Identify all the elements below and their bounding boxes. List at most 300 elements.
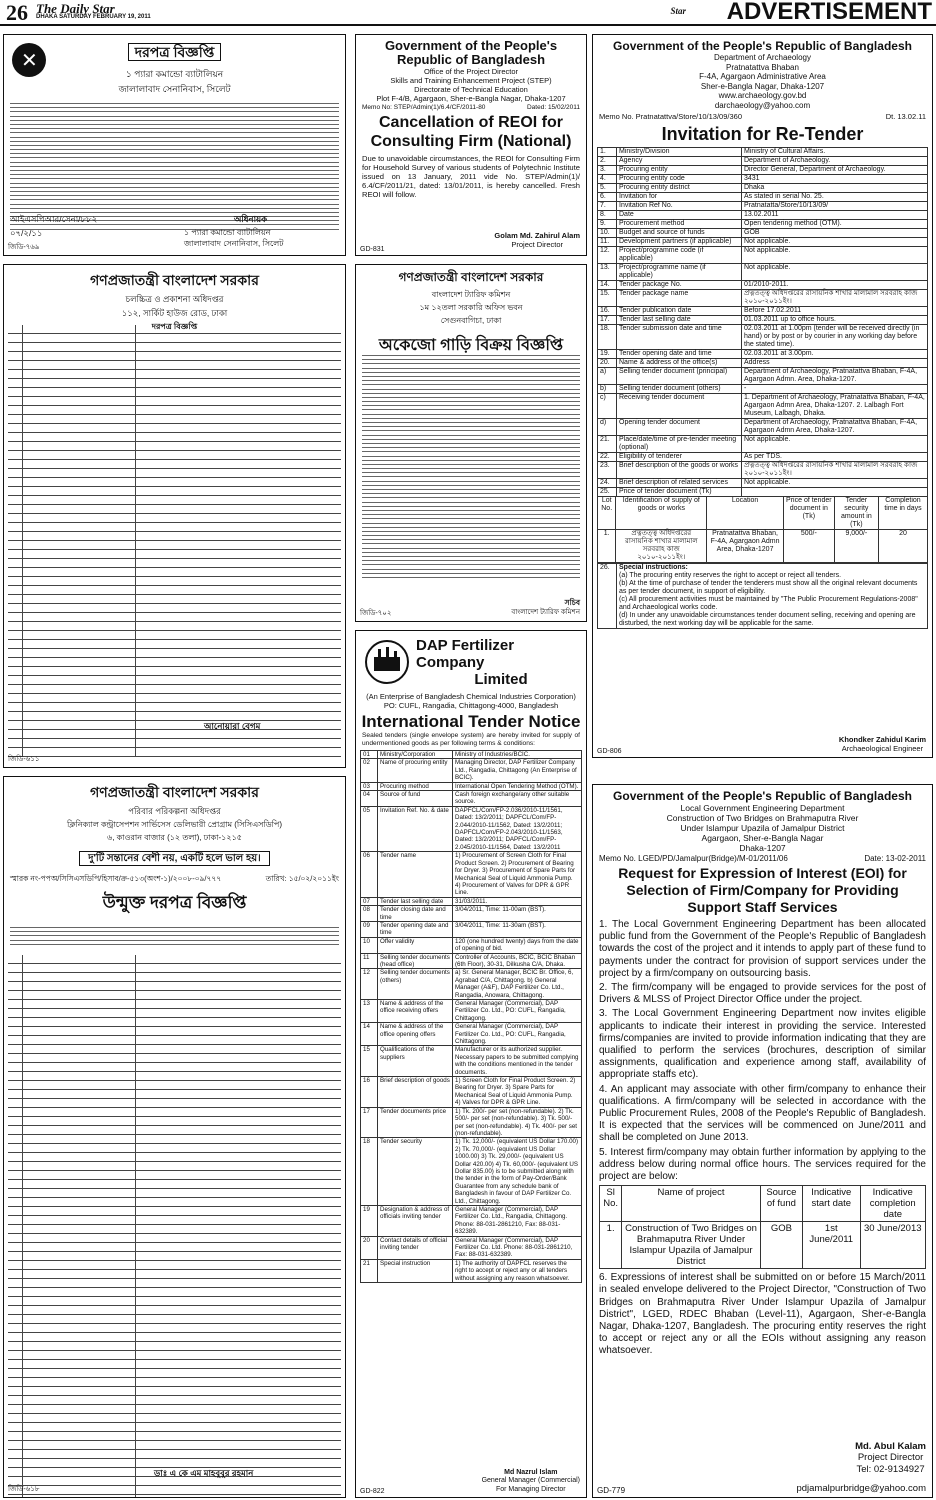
ad-step-cancellation xyxy=(355,34,587,256)
table-row xyxy=(8,964,341,973)
table-row xyxy=(8,1207,341,1216)
table-row xyxy=(598,238,928,247)
row-value: - xyxy=(742,385,928,394)
ad-signer: আনোয়ারা বেগম xyxy=(204,721,261,731)
row-value: General Manager (Commercial), DAP Fertilizer Co. Ltd., PO: CUFL, Rangadia, Chittagong. xyxy=(453,1023,582,1046)
table-row xyxy=(8,1045,341,1054)
tender-table xyxy=(597,147,928,497)
table-row xyxy=(8,685,341,694)
row-label: Tender last selling date xyxy=(617,316,742,325)
table-row xyxy=(598,350,928,359)
row-value: Controller of Accounts, BCIC, BCIC Bhaban (6th Floor), 30-31, Dilkusha C/A, Dhaka. xyxy=(453,953,582,969)
table-row xyxy=(8,325,341,334)
company-name: Limited xyxy=(474,671,528,688)
row-label: Date xyxy=(617,211,742,220)
row-value: Not applicable. xyxy=(742,264,928,281)
table-row xyxy=(8,1036,341,1045)
table-row xyxy=(598,193,928,202)
ad-title: গণপ্রজাতন্ত্রী বাংলাদেশ সরকার xyxy=(90,784,259,800)
row-value: 1) Tk. 200/- per set (non-refundable). 2) Tk. 500/- per set (non-refundable). 3) Tk. 500/- per set (non-refundable). 4) Tk. 400/- per set (non-refundable). xyxy=(453,1107,582,1138)
lot-cell: Pratnatattva Bhaban, F-4A, Agargaon Admn Area, Dhaka-1207 xyxy=(707,530,784,563)
table-row xyxy=(8,1234,341,1243)
ad-signer: Md. Abul Kalam xyxy=(855,1440,926,1452)
special-instructions xyxy=(597,563,928,629)
table-row xyxy=(8,1108,341,1117)
table-row xyxy=(598,479,928,488)
table-row xyxy=(8,739,341,748)
eoi-cell: 30 June/2013 xyxy=(860,1222,926,1269)
row-label: Selling tender documents (head office) xyxy=(378,953,453,969)
ad-heading: অকেজো গাড়ি বিক্রয় বিজ্ঞপ্তি xyxy=(378,337,564,354)
lot-table xyxy=(597,496,928,563)
table-row xyxy=(8,334,341,343)
table-row xyxy=(598,202,928,211)
row-value: Not applicable. xyxy=(742,479,928,488)
gd-number: GD-806 xyxy=(597,748,622,755)
row-label: Tender publication date xyxy=(617,307,742,316)
row-number: 17 xyxy=(361,1107,378,1138)
row-number: 14 xyxy=(361,1023,378,1046)
ad-bangla-tender-2 xyxy=(3,776,346,1498)
table-row xyxy=(8,370,341,379)
table-row xyxy=(8,451,341,460)
table-row xyxy=(8,1351,341,1360)
row-label: Tender last selling date xyxy=(378,897,453,905)
ad-email: pdjamalpurbridge@yahoo.com xyxy=(796,1483,926,1494)
table-row xyxy=(8,613,341,622)
row-value: International Open Tendering Method (OTM). xyxy=(453,782,582,790)
gd-number: GD-779 xyxy=(597,1486,626,1495)
table-row xyxy=(598,419,928,436)
ad-heading: দরপত্র বিজ্ঞপ্তি xyxy=(151,322,198,331)
row-value: 1) Screen Cloth for Final Product Screen. 2) Bearing for Dryer. 3) Spare Parts for Mechanical Seal of Liquid Ammonia Pump. 4) Valves for DPR & GPR Line. xyxy=(453,1077,582,1108)
ad-website: www.archaeology.gov.bd xyxy=(718,91,807,100)
row-number: 08 xyxy=(361,906,378,922)
table-row xyxy=(8,1216,341,1225)
table-row xyxy=(598,211,928,220)
table-row xyxy=(8,442,341,451)
table-row xyxy=(8,1189,341,1198)
table-row xyxy=(8,1171,341,1180)
section-title: ADVERTISEMENT xyxy=(726,0,932,25)
table-row xyxy=(361,1000,582,1023)
table-row xyxy=(8,424,341,433)
eoi-header: Indicative start date xyxy=(803,1186,860,1222)
table-row xyxy=(361,1046,582,1077)
memo-date: তারিখ: ১৫/০২/২০১১ইং xyxy=(265,874,339,883)
table-row xyxy=(8,577,341,586)
ad-signer: ডাঃ এ কে এম মাহবুবুর রহমান xyxy=(154,1468,254,1478)
table-row xyxy=(598,175,928,184)
ad-signer-role: Project Director xyxy=(511,240,564,249)
table-row xyxy=(361,1023,582,1046)
table-row xyxy=(361,1259,582,1282)
table-row xyxy=(598,453,928,462)
ad-address: F-4A, Agargaon Administrative Area xyxy=(699,72,826,81)
table-row xyxy=(598,229,928,238)
row-value: 01.03.2011 up to office hours. xyxy=(742,316,928,325)
table-row xyxy=(8,1162,341,1171)
ad-address: Sher-e-Bangla Nagar, Dhaka-1207 xyxy=(700,81,825,91)
table-row xyxy=(8,1144,341,1153)
ad-signer: Golam Md. Zahirul Alam xyxy=(494,231,580,240)
row-number: 11 xyxy=(361,953,378,969)
row-label: Invitation for xyxy=(617,193,742,202)
row-number: 12 xyxy=(361,969,378,1000)
table-row xyxy=(8,1279,341,1288)
ad-heading: Consulting Firm (National) xyxy=(370,133,572,150)
table-row xyxy=(8,1450,341,1459)
ad-email: darchaeology@yahoo.com xyxy=(714,100,811,110)
row-value: 3431 xyxy=(742,175,928,184)
row-number: 24. xyxy=(598,479,617,488)
table-row xyxy=(598,220,928,229)
row-label: Tender submission date and time xyxy=(617,325,742,350)
row-label: Name & address of the office receiving offers xyxy=(378,1000,453,1023)
row-value: 01/2010-2011. xyxy=(742,281,928,290)
table-row xyxy=(361,921,582,937)
eoi-header: Indicative completion date xyxy=(860,1186,926,1222)
table-row xyxy=(598,385,928,394)
table-row xyxy=(361,1236,582,1259)
row-label: Agency xyxy=(617,157,742,166)
company-name: DAP Fertilizer Company xyxy=(416,637,515,671)
dateline: DHAKA SATURDAY FEBRUARY 19, 2011 xyxy=(36,14,151,20)
ad-date: ০৭/২/১১ xyxy=(10,228,43,238)
table-row xyxy=(8,1261,341,1270)
table-row xyxy=(8,982,341,991)
row-label: Ministry/Division xyxy=(617,148,742,157)
ad-sub: পরিবার পরিকল্পনা অধিদপ্তর xyxy=(128,806,221,816)
ad-heading: উন্মুক্ত দরপত্র বিজ্ঞপ্তি xyxy=(102,893,247,912)
gd-number: জিডি-৬১১ xyxy=(8,756,40,763)
row-number: 21. xyxy=(598,436,617,453)
row-value: 1. Department of Archaeology, Pratnatattva Bhaban, F-4A, Agargaon Admn Area, Dhaka-1207. 2. Lalbagh Fort Museum, Lalbagh, Dhaka. xyxy=(742,394,928,419)
eoi-para: 1. The Local Government Engineering Department has been allocated public fund from the Government of the People's Republic of Bangladesh towards the cost of the project and it intends to apply part of these fund to payments under the contract for provision of support services under the project by a firm/company on outsourcing basis. xyxy=(599,919,926,979)
ad-intro: Sealed tenders (single envelope system) are hereby invited for supply of undermentioned goods as per following terms & conditions: xyxy=(362,732,580,747)
table-row xyxy=(8,379,341,388)
table-row xyxy=(8,541,341,550)
tender-table xyxy=(360,750,582,1283)
ad-title: Government of the People's Republic of Bangladesh xyxy=(613,39,912,53)
row-label: Budget and source of funds xyxy=(617,229,742,238)
row-label: Offer validity xyxy=(378,937,453,953)
ad-sub: চলচ্চিত্র ও প্রকাশনা অধিদপ্তর xyxy=(125,294,224,304)
table-row xyxy=(8,505,341,514)
ad-title: গণপ্রজাতন্ত্রী বাংলাদেশ সরকার xyxy=(398,270,544,284)
table-row xyxy=(8,1243,341,1252)
gd-number: জিডি-৭০২ xyxy=(360,610,392,617)
row-label: Brief description of the goods or works xyxy=(617,462,742,479)
row-label: Project/programme name (if applicable) xyxy=(617,264,742,281)
ad-signer-role: Archaeological Engineer xyxy=(841,744,924,753)
table-row xyxy=(8,1441,341,1450)
table-row xyxy=(8,415,341,424)
dap-logo-icon xyxy=(362,639,412,685)
row-label: Price of tender document (Tk) xyxy=(617,488,742,497)
table-row xyxy=(598,166,928,175)
row-number: 15 xyxy=(361,1046,378,1077)
row-number: 13. xyxy=(598,264,617,281)
table-row xyxy=(8,388,341,397)
table-row xyxy=(8,1342,341,1351)
row-label: Selling tender documents (others) xyxy=(378,969,453,1000)
table-row xyxy=(598,488,928,497)
table-row xyxy=(8,1027,341,1036)
table-row xyxy=(361,953,582,969)
ad-address: Directorate of Technical Education xyxy=(414,85,528,94)
memo-no: Memo No. Pratnatattva/Store/10/13/09/360 xyxy=(599,112,743,121)
table-row xyxy=(361,1107,582,1138)
table-row xyxy=(8,406,341,415)
army-emblem-icon xyxy=(12,43,46,77)
row-number: 12. xyxy=(598,247,617,264)
lot-cell: 9,000/- xyxy=(834,530,878,563)
eoi-cell: 1st June/2011 xyxy=(803,1222,860,1269)
row-value: Cash foreign exchange/any other suitable source. xyxy=(453,791,582,807)
row-number: 03 xyxy=(361,782,378,790)
eoi-para: 4. An applicant may associate with other firm/company to enhance their qualifications. A firm/company will be selected in accordance with the Public Procurement Rules, 2008 of the People's Republic of Bangladesh. It is expected that the services will be commenced on June/2011 and shall be completed on June 2013. xyxy=(599,1083,926,1144)
row-label: Opening tender document xyxy=(617,419,742,436)
ad-signer: Md Nazrul Islam xyxy=(504,1468,558,1476)
eoi-cell: GOB xyxy=(760,1222,802,1269)
table-row xyxy=(8,1360,341,1369)
row-label: Tender name xyxy=(378,852,453,897)
star-logo: Star xyxy=(670,6,686,16)
ad-signer: অধিনায়ক xyxy=(234,214,268,224)
row-number: 8. xyxy=(598,211,617,220)
row-number: 1. xyxy=(598,148,617,157)
special-item: (a) The procuring entity reserves the right to accept or reject all tenders. xyxy=(619,571,842,579)
ad-unit: ১ প্যারা কমান্ডো ব্যাটালিয়ন xyxy=(125,69,224,79)
row-value: 02.03.2011 at 1.00pm (tender will be received directly (in hand) or by post or by courier in any working day before the stated time). xyxy=(742,325,928,350)
table-row xyxy=(8,1378,341,1387)
ad-ref: আইএসপিআর/সেনা/৮৮২ xyxy=(10,214,98,224)
table-row xyxy=(598,359,928,368)
row-number: 02 xyxy=(361,759,378,782)
ad-sub: ৬, কাওরান বাজার (১২ তলা), ঢাকা-১২১৫ xyxy=(107,833,242,842)
table-row xyxy=(598,436,928,453)
row-label: Special instruction xyxy=(378,1259,453,1282)
row-number: 9. xyxy=(598,220,617,229)
row-label: Tender security xyxy=(378,1138,453,1206)
ad-address: Local Government Engineering Department xyxy=(680,803,845,813)
row-number: 07 xyxy=(361,897,378,905)
row-value: Before 17.02.2011 xyxy=(742,307,928,316)
row-value: Department of Archaeology, Pratnatattva Bhaban, F-4A, Agargaon Admn Area, Dhaka-1207. xyxy=(742,419,928,436)
row-number: 16 xyxy=(361,1077,378,1108)
row-value: 1) The authority of DAPFCL reserves the right to accept or reject any or all tenders without assigning any reason whatsoever. xyxy=(453,1259,582,1282)
table-row xyxy=(8,1387,341,1396)
table-row xyxy=(598,184,928,193)
table-row xyxy=(598,316,928,325)
eoi-cell: 1. xyxy=(600,1222,622,1269)
table-row xyxy=(361,906,582,922)
eoi-para: 3. The Local Government Engineering Department now invites eligible applicants to indicate their interest in providing the service. Interested firms/companies are invited to provide information indicating that they are qualified to perform the services (brochures, description of similar assignments, qualification and experience among staff, availability of appropriate staffs etc). xyxy=(599,1008,926,1081)
table-row xyxy=(8,721,341,730)
row-value: Address xyxy=(742,359,928,368)
table-row xyxy=(8,595,341,604)
table-row xyxy=(8,1297,341,1306)
slogan-banner: দু'টি সন্তানের বেশী নয়, একটি হলে ভাল হয়। xyxy=(79,851,269,866)
row-label: Development partners (if applicable) xyxy=(617,238,742,247)
ad-address: Under Islampur Upazila of Jamalpur District xyxy=(680,823,845,833)
table-row xyxy=(8,559,341,568)
ad-sub: বাংলাদেশ ট্যারিফ কমিশন xyxy=(431,290,511,299)
lot-cell: 20 xyxy=(879,530,928,563)
ad-tariff-vehicle-sale xyxy=(355,264,587,622)
eoi-cell: Construction of Two Bridges on Brahmaputra River Under Islampur Upazila of Jamalpur District xyxy=(622,1222,760,1269)
row-label: Procurement method xyxy=(617,220,742,229)
table-row xyxy=(8,1432,341,1441)
row-value: 1) Tk. 12,000/- (equivalent US Dollar 170.00) 2) Tk. 70,000/- (equivalent US Dollar 1000.00) 3) Tk. 29,000/- (equivalent US Dollar 420.00) 4) Tk. 60,000/- (equivalent US Dollar 835.00) is to be submitted along with the tender in the form of Pay-Order/Bank Guarantee from any schedule bank of Bangladesh in favour of DAP Fertilizer Co. Ltd., Chittagong. xyxy=(453,1138,582,1206)
ad-heading: International Tender Notice xyxy=(361,712,581,731)
row-label: Procuring entity xyxy=(617,166,742,175)
row-value: Not applicable. xyxy=(742,247,928,264)
row-label: Tender opening date and time xyxy=(378,921,453,937)
row-number: 15. xyxy=(598,290,617,307)
table-row xyxy=(361,1077,582,1108)
table-row xyxy=(8,658,341,667)
row-value: Director General, Department of Archaeology. xyxy=(742,166,928,175)
table-row xyxy=(8,703,341,712)
ad-address: Agargaon, Sher-e-Bangla Nagar xyxy=(701,833,824,843)
row-value: General Manager (Commercial), DAP Fertilizer Co. Ltd., Rangadia, Chittagong. Phone: 88-031-2861210, Fax: 88-031-632389. xyxy=(453,1205,582,1236)
row-number: 11. xyxy=(598,238,617,247)
row-value: General Manager (Commercial), DAP Fertilizer Co. Ltd. Phone: 88-031-2861210, Fax: 88-031-632389. xyxy=(453,1236,582,1259)
table-row xyxy=(8,433,341,442)
row-label: Source of fund xyxy=(378,791,453,807)
gd-number: জিডি-৬১৮ xyxy=(8,1486,40,1493)
table-row xyxy=(8,730,341,739)
row-label: Procuring entity district xyxy=(617,184,742,193)
table-row xyxy=(598,264,928,281)
row-value: a) Sr. General Manager, BCIC Br. Office, 6, Agrabad C/A, Chittagong. b) General Manager (A&F), DAP Fertilizer Co. Ltd., Rangadia, Anowara, Chittagong. xyxy=(453,969,582,1000)
table-row xyxy=(8,343,341,352)
row-label: Selling tender document (others) xyxy=(617,385,742,394)
table-row xyxy=(8,478,341,487)
table-row xyxy=(8,1198,341,1207)
row-value: Manufacturer or its authorized supplier. Necessary papers to be submitted complying with the conditions mentioned in the tender documents. xyxy=(453,1046,582,1077)
table-row xyxy=(8,469,341,478)
table-row xyxy=(598,394,928,419)
memo-date: Dated: 15/02/2011 xyxy=(526,104,580,111)
row-value xyxy=(742,488,928,497)
ad-signer: Khondker Zahidul Karim xyxy=(838,735,926,744)
row-label: Tender closing date and time xyxy=(378,906,453,922)
row-label: Receiving tender document xyxy=(617,394,742,419)
table-row xyxy=(361,806,582,851)
row-number: 10. xyxy=(598,229,617,238)
table-row xyxy=(361,782,582,790)
table-row xyxy=(8,1009,341,1018)
table-row xyxy=(8,1324,341,1333)
ad-lged-eoi xyxy=(592,784,933,1498)
table-row xyxy=(361,1205,582,1236)
table-row xyxy=(8,1126,341,1135)
table-row xyxy=(8,676,341,685)
ad-signer-role: For Managing Director xyxy=(495,1485,566,1493)
ad-body: Due to unavoidable circumstances, the REOI for Consulting Firm for Household Survey of various students of Polytechnic Institute issued on 13 January, 2011 vide No. STEP/Admin(1)/ 6.4/CF/2011/21, dated: 13/01/2011, is hereby cancelled. Fresh REOI will follow. xyxy=(362,154,580,199)
ad-signer-place: জালালাবাদ সেনানিবাস, সিলেট xyxy=(184,239,284,248)
memo-date: Date: 13-02-2011 xyxy=(864,854,926,863)
table-row xyxy=(8,955,341,964)
company-address: PO: CUFL, Rangadia, Chittagong-4000, Bangladesh xyxy=(383,701,559,710)
table-row xyxy=(8,487,341,496)
table-row xyxy=(8,1396,341,1405)
row-number: 19 xyxy=(361,1205,378,1236)
row-number: 20 xyxy=(361,1236,378,1259)
row-number: 17. xyxy=(598,316,617,325)
row-number: 18. xyxy=(598,325,617,350)
table-row xyxy=(361,759,582,782)
row-number: 6. xyxy=(598,193,617,202)
table-row xyxy=(8,1306,341,1315)
row-number: 09 xyxy=(361,921,378,937)
row-number: 22. xyxy=(598,453,617,462)
row-label: Ministry/Corporation xyxy=(378,751,453,759)
table-row xyxy=(598,368,928,385)
table-row xyxy=(8,1063,341,1072)
row-number: 19. xyxy=(598,350,617,359)
table-row xyxy=(8,991,341,1000)
ad-address: Pratnatattva Bhaban xyxy=(726,62,799,72)
table-row xyxy=(8,514,341,523)
ad-place: জালালাবাদ সেনানিবাস, সিলেট xyxy=(118,84,231,94)
ad-title: Government of the People's Republic of Bangladesh xyxy=(613,789,912,803)
row-number: 21 xyxy=(361,1259,378,1282)
table-row xyxy=(8,694,341,703)
row-label: Invitation Ref No. xyxy=(617,202,742,211)
gd-number: GD-822 xyxy=(360,1488,385,1495)
row-number: 18 xyxy=(361,1138,378,1206)
table-row xyxy=(598,247,928,264)
lot-cell: প্রত্নতত্ত্ব অধিদপ্তরের রাসায়নিক শাখার মালামাল সরবরাহ কাজ ২০১০-২০১১ইং। xyxy=(616,530,707,563)
memo-no: Memo No. LGED/PD/Jamalpur(Bridge)/M-01/2011/06 xyxy=(599,854,788,863)
ad-archaeology-retender xyxy=(592,34,933,758)
table-row xyxy=(361,897,582,905)
table-row xyxy=(8,1054,341,1063)
special-title: Special instructions: xyxy=(619,563,688,571)
row-value: 1) Procurement of Screen Cloth for Final Product Screen. 2) Procurement of Bearing for Dryer. 3) Procurement of Spare Parts for Mechanical Seal of Liquid Ammonia Pump. 4) Procurement of Valves for DPR & GPR Line. xyxy=(453,852,582,897)
ad-title: গণপ্রজাতন্ত্রী বাংলাদেশ সরকার xyxy=(90,272,259,288)
company-sub: (An Enterprise of Bangladesh Chemical Industries Corporation) xyxy=(366,692,576,701)
table-row xyxy=(8,1495,341,1498)
row-number: c) xyxy=(598,394,617,419)
table-row xyxy=(8,460,341,469)
ad-sub: ১১২, সার্কিট হাউজ রোড, ঢাকা xyxy=(121,308,228,318)
row-value: As per TDS. xyxy=(742,453,928,462)
ad-sub: ক্লিনিক্যাল কন্ট্রাসেপশন সার্ভিসেস ডেলিভারী প্রোগ্রাম (সিসিএসডিপি) xyxy=(66,820,283,829)
table-row xyxy=(361,791,582,807)
table-row xyxy=(361,937,582,953)
table-row xyxy=(8,1288,341,1297)
ad-signer: সচিব xyxy=(564,598,580,607)
eoi-header: Name of project xyxy=(622,1186,760,1222)
row-number: 10 xyxy=(361,937,378,953)
table-row xyxy=(8,361,341,370)
table-row xyxy=(8,1153,341,1162)
ad-commando-tender xyxy=(3,34,346,256)
row-value: Open tendering method (OTM). xyxy=(742,220,928,229)
eoi-para: 5. Interest firm/company may obtain further information by applying to the address below during normal office hours. The services required for the project are below: xyxy=(599,1146,926,1183)
row-label: Place/date/time of pre-tender meeting (optional) xyxy=(617,436,742,453)
table-row xyxy=(8,1270,341,1279)
table-row xyxy=(8,1369,341,1378)
ad-heading: Cancellation of REOI for xyxy=(378,114,563,131)
lot-header: Identification of supply of goods or works xyxy=(616,497,707,530)
lot-header: Lot No. xyxy=(598,497,616,530)
